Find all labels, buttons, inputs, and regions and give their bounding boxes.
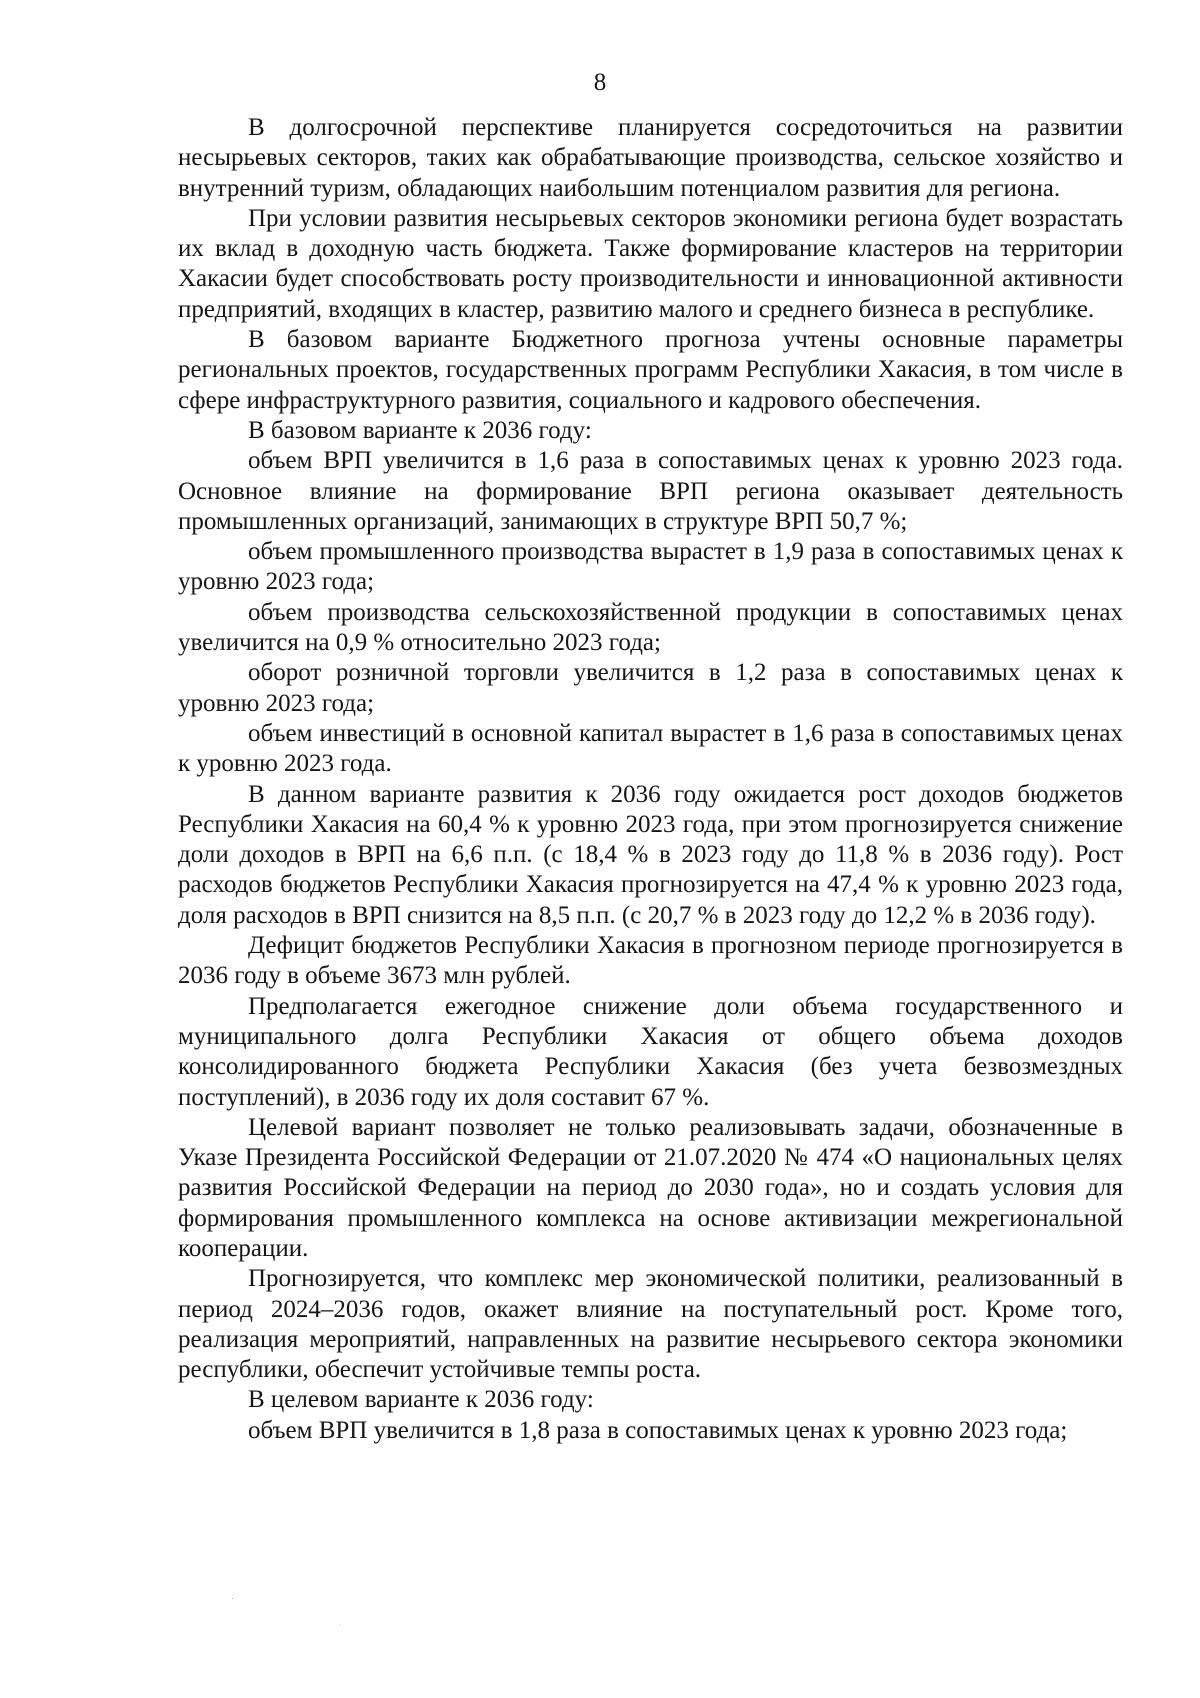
paragraph-base-variant-parameters: В базовом варианте Бюджетного прогноза учтены основные параметры региональных проектов, государственных программ Республики Хакасия, в том числе в сфере инфраструктурного развития, социального и кадрового обеспечения. bbox=[178, 326, 1123, 414]
scan-artifact bbox=[340, 1625, 341, 1626]
paragraph-budget-deficit: Дефицит бюджетов Республики Хакасия в прогнозном периоде прогнозируется в 2036 году в объеме 3673 млн рублей. bbox=[178, 932, 1123, 990]
paragraph-target-variant: Целевой вариант позволяет не только реализовывать задачи, обозначенные в Указе Президента Российской Федерации от 21.07.2020 № 474 «О национальных целях развития Российской Федерации на период до 2030 года», но и создать условия для формирования промышленного комплекса на основе активизации межрегиональной кооперации. bbox=[178, 1113, 1123, 1262]
paragraph-agricultural-production: объем производства сельскохозяйственной продукции в сопоставимых ценах увеличится на 0,9 % относительно 2023 года; bbox=[178, 598, 1123, 657]
paragraph-industrial-production: объем промышленного производства вырастет в 1,9 раза в сопоставимых ценах к уровню 2023 года; bbox=[178, 538, 1123, 596]
page-number: 8 bbox=[593, 69, 607, 96]
scan-artifact bbox=[232, 1598, 233, 1599]
paragraph-non-resource-sectors: При условии развития несырьевых секторов экономики региона будет возрастать их вклад в доходную часть бюджета. Также формирование кластеров на территории Хакасии будет способствовать росту производительности и инновационной активности предприятий, входящих в кластер, развитию малого и среднего бизнеса в республике. bbox=[178, 204, 1123, 323]
paragraph-public-debt: Предполагается ежегодное снижение доли объема государственного и муниципального долга Республики Хакасия от общего объема доходов консолидированного бюджета Республики Хакасия (без учета безвозмездных поступлений), в 2036 году их доля составит 67 %. bbox=[178, 992, 1123, 1111]
paragraph-base-variant-heading: В базовом варианте к 2036 году: bbox=[248, 416, 592, 444]
document-body bbox=[178, 113, 1123, 1446]
paragraph-long-term-outlook: В долгосрочной перспективе планируется сосредоточиться на развитии несырьевых секторов, таких как обрабатывающие производства, сельское хозяйство и внутренний туризм, обладающих наибольшим потенциалом развития для региона. bbox=[178, 114, 1123, 202]
paragraph-target-grp-growth: объем ВРП увеличится в 1,8 раза в сопоставимых ценах к уровню 2023 года; bbox=[248, 1416, 1068, 1444]
paragraph-target-variant-heading: В целевом варианте к 2036 году: bbox=[248, 1386, 594, 1414]
paragraph-retail-turnover: оборот розничной торговли увеличится в 1,2 раза в сопоставимых ценах к уровню 2023 года; bbox=[178, 659, 1123, 717]
paragraph-economic-policy: Прогнозируется, что комплекс мер экономической политики, реализованный в период 2024–2036 годов, окажет влияние на поступательный рост. Кроме того, реализация мероприятий, направленных на развитие несырьевого сектора экономики республики, обеспечит устойчивые темпы роста. bbox=[178, 1265, 1123, 1384]
paragraph-grp-growth: объем ВРП увеличится в 1,6 раза в сопоставимых ценах к уровню 2023 года. Основное влияние на формирование ВРП региона оказывает деятельность промышленных организаций, занимающих в структуре ВРП 50,7 %; bbox=[178, 447, 1123, 535]
paragraph-investments: объем инвестиций в основной капитал вырастет в 1,6 раза в сопоставимых ценах к уровню 2023 года. bbox=[178, 719, 1123, 778]
paragraph-budget-revenues: В данном варианте развития к 2036 году ожидается рост доходов бюджетов Республики Хакасия на 60,4 % к уровню 2023 года, при этом прогнозируется снижение доли доходов в ВРП на 6,6 п.п. (с 18,4 % в 2023 году до 11,8 % в 2036 году). Рост расходов бюджетов Республики Хакасия прогнозируется на 47,4 % к уровню 2023 года, доля расходов в ВРП снизится на 8,5 п.п. (с 20,7 % в 2023 году до 12,2 % в 2036 году). bbox=[178, 780, 1123, 929]
